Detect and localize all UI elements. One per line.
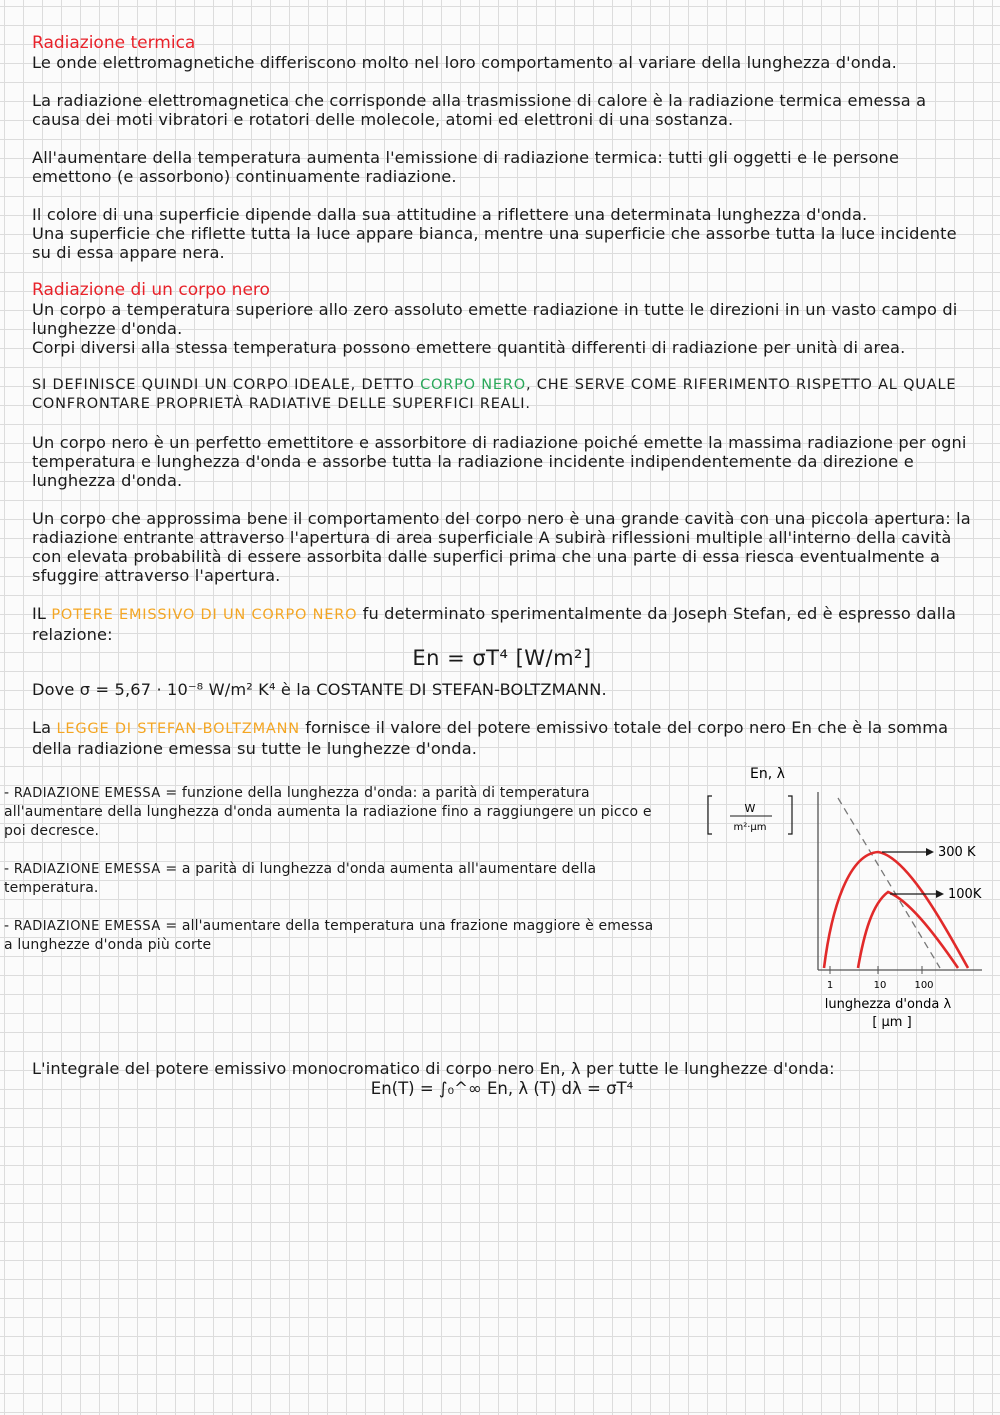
term-legge-stefan-boltzmann: LEGGE DI STEFAN-BOLTZMANN xyxy=(56,721,300,737)
paragraph-emettitore: Un corpo nero è un perfetto emettitore e assorbitore di radiazione poiché emette la massima radiazione per ogni temperatura e lunghezza d'onda e assorbe tutta la radiazione incidente indipendentemente da direzione e lunghezza d'onda. xyxy=(32,433,967,490)
list-item-1: - RADIAZIONE EMESSA = funzione della lunghezza d'onda: a parità di temperatura all'aumentare della lunghezza d'onda aumenta la radiazione fino a raggiungere un picco e poi decresce. xyxy=(4,785,652,839)
list-item-2: - RADIAZIONE EMESSA = a parità di lunghezza d'onda aumenta all'aumentare della temperatura. xyxy=(4,861,597,896)
paragraph-colore: Il colore di una superficie dipende dalla sua attitudine a riflettere una determinata lunghezza d'onda. xyxy=(32,205,868,224)
legge-post: fornisce il valore del potere emissivo totale del corpo nero En che è la somma della radiazione emessa su tutte le lunghezze d'onda. xyxy=(32,718,949,758)
list-item-text: = funzione della lunghezza d'onda: a parità di temperatura all'aumentare della lunghezza d'onda aumenta la radiazione fino a raggiungere un picco e poi decresce. xyxy=(4,785,652,839)
paragraph-legge xyxy=(32,718,972,758)
paragraph-superficie: Una superficie che riflette tutta la luce appare bianca, mentre una superficie che assorbe tutta la luce incidente su di essa appare nera. xyxy=(32,224,957,262)
paragraph-potere-emissivo xyxy=(32,604,972,644)
unit-bracket-right xyxy=(788,796,792,834)
graph-y-unit-den: m²·μm xyxy=(733,822,767,833)
blackbody-graph xyxy=(700,764,1000,1034)
x-tick-label-100: 100 xyxy=(914,980,934,991)
definizione-pre: SI DEFINISCE QUINDI UN CORPO IDEALE, DETTO xyxy=(32,377,421,393)
peak-dashed-line xyxy=(838,798,940,968)
arrow-300k-head xyxy=(926,848,934,856)
legge-pre: La xyxy=(32,718,57,737)
curve-label-100k: 100K xyxy=(948,887,982,902)
potere-post: fu determinato sperimentalmente da Joseph Stefan, ed è espresso dalla relazione: xyxy=(32,604,957,644)
paragraph-onde: Le onde elettromagnetiche differiscono molto nel loro comportamento al variare della lunghezza d'onda. xyxy=(32,53,897,72)
paragraph-definizione xyxy=(32,376,972,414)
curve-100k xyxy=(858,892,958,968)
graph-y-unit-num: W xyxy=(744,802,756,815)
x-tick-label-10: 10 xyxy=(873,980,887,991)
section-title-radiazione-termica: Radiazione termica xyxy=(32,33,196,53)
term-corpo-nero: CORPO NERO xyxy=(420,377,526,393)
graph-x-label: lunghezza d'onda λ xyxy=(824,997,952,1012)
graph-y-label: En, λ xyxy=(750,766,785,782)
x-tick-label-1: 1 xyxy=(826,980,834,991)
notes-page xyxy=(4,33,982,1100)
list-item-text: = all'aumentare della temperatura una frazione maggiore è emessa a lunghezze d'onda più corte xyxy=(4,918,654,953)
paragraph-corpi-diversi: Corpi diversi alla stessa temperatura possono emettere quantità differenti di radiazione per unità di area. xyxy=(32,338,906,357)
paragraph-integrale: L'integrale del potere emissivo monocromatico di corpo nero En, λ per tutte le lunghezze d'onda: xyxy=(32,1059,835,1078)
section-title-corpo-nero: Radiazione di un corpo nero xyxy=(32,280,270,300)
formula-stefan: En = σT⁴ [W/m²] xyxy=(412,646,592,670)
list-item-text: = a parità di lunghezza d'onda aumenta all'aumentare della temperatura. xyxy=(4,861,597,896)
formula-integrale: En(T) = ∫₀^∞ En, λ (T) dλ = σT⁴ xyxy=(370,1079,634,1098)
paragraph-temperatura-zero: Un corpo a temperatura superiore allo zero assoluto emette radiazione in tutte le direzioni in un vasto campo di lunghezze d'onda. xyxy=(32,300,958,338)
graph-x-unit: [ μm ] xyxy=(872,1015,912,1030)
curve-label-300k: 300 K xyxy=(938,845,976,860)
paragraph-costante: Dove σ = 5,67 · 10⁻⁸ W/m² K⁴ è la COSTANTE DI STEFAN-BOLTZMANN. xyxy=(32,680,607,699)
list-item-head: RADIAZIONE EMESSA xyxy=(13,919,161,934)
paragraph-radiazione-elettromagnetica: La radiazione elettromagnetica che corrisponde alla trasmissione di calore è la radiazione termica emessa a causa dei moti vibratori e rotatori delle molecole, atomi ed elettroni di una sostanza. xyxy=(32,91,927,129)
unit-bracket-left xyxy=(708,796,712,834)
term-potere-emissivo: POTERE EMISSIVO DI UN CORPO NERO xyxy=(51,607,358,623)
paragraph-temperatura: All'aumentare della temperatura aumenta l'emissione di radiazione termica: tutti gli oggetti e le persone emettono (e assorbono) continuamente radiazione. xyxy=(32,148,900,186)
list-item-head: RADIAZIONE EMESSA xyxy=(13,862,161,877)
list-item-3: - RADIAZIONE EMESSA = all'aumentare della temperatura una frazione maggiore è emessa a lunghezze d'onda più corte xyxy=(4,918,654,953)
paragraph-cavita: Un corpo che approssima bene il comportamento del corpo nero è una grande cavità con una piccola apertura: la radiazione entrante attraverso l'apertura di area superficiale A subirà riflessioni multiple all'interno della cavità con elevata probabilità di essere assorbita dalle superfici prima che una parte di essa riesca eventualmente a sfuggire attraverso l'apertura. xyxy=(32,509,971,585)
potere-pre: IL xyxy=(32,604,52,623)
definizione-post: , CHE SERVE COME RIFERIMENTO RISPETTO AL QUALE CONFRONTARE PROPRIETÀ RADIATIVE DELLE SUPERFICI REALI. xyxy=(32,377,957,412)
list-item-head: RADIAZIONE EMESSA xyxy=(13,786,161,801)
bullet-list xyxy=(4,784,654,955)
arrow-100k-head xyxy=(936,890,944,898)
list-graph-area xyxy=(4,766,982,1039)
